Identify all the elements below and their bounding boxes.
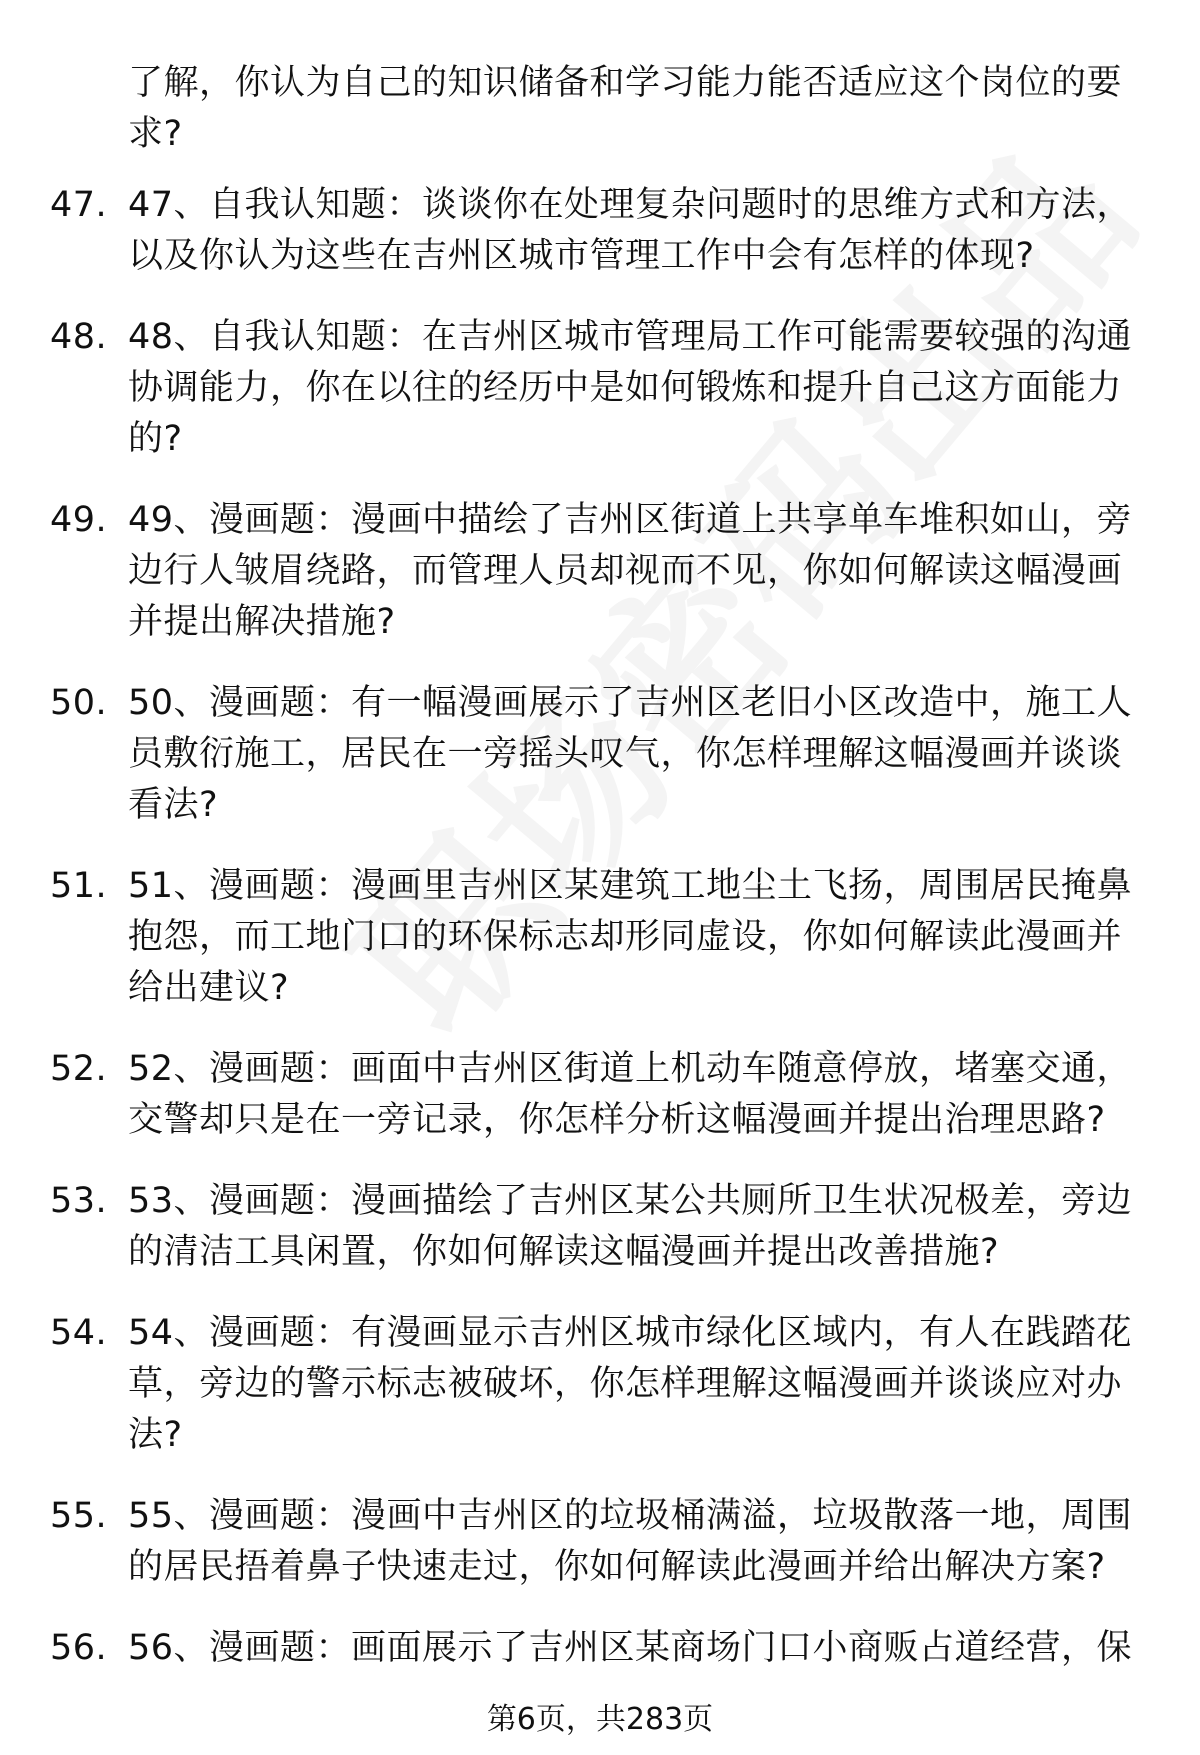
question-text: 49、漫画题：漫画中描绘了吉州区街道上共享单车堆积如山，旁边行人皱眉绕路，而管理人员却视而不见，你如何解读这幅漫画并提出解决措施? <box>128 500 1133 642</box>
question-item <box>0 312 1148 465</box>
question-item <box>0 861 1148 1014</box>
question-item <box>0 678 1148 831</box>
question-number: 55. <box>50 1496 108 1536</box>
question-item <box>0 1308 1148 1461</box>
question-number: 47. <box>50 185 108 225</box>
page-footer: 第6页，共283页 <box>486 1702 714 1737</box>
question-item <box>0 1044 1148 1146</box>
question-number: 53. <box>50 1181 108 1221</box>
question-number: 48. <box>50 317 108 357</box>
question-number: 54. <box>50 1313 108 1353</box>
question-text: 56、漫画题：画面展示了吉州区某商场门口小商贩占道经营，保 <box>128 1628 1133 1668</box>
question-list <box>0 180 1200 1704</box>
question-number: 52. <box>50 1049 108 1089</box>
question-item <box>0 1623 1148 1674</box>
question-text: 55、漫画题：漫画中吉州区的垃圾桶满溢，垃圾散落一地，周围的居民捂着鼻子快速走过，你如何解读此漫画并给出解决方案? <box>128 1496 1133 1587</box>
question-text: 53、漫画题：漫画描绘了吉州区某公共厕所卫生状况极差，旁边的清洁工具闲置，你如何解读这幅漫画并提出改善措施? <box>128 1181 1133 1272</box>
question-text: 52、漫画题：画面中吉州区街道上机动车随意停放，堵塞交通，交警却只是在一旁记录，你怎样分析这幅漫画并提出治理思路? <box>128 1049 1133 1140</box>
question-item <box>0 1491 1148 1593</box>
question-number: 50. <box>50 683 108 723</box>
question-item <box>0 1176 1148 1278</box>
question-number: 51. <box>50 866 108 906</box>
question-item <box>0 495 1148 648</box>
question-number: 49. <box>50 500 108 540</box>
question-text: 47、自我认知题：谈谈你在处理复杂问题时的思维方式和方法，以及你认为这些在吉州区城市管理工作中会有怎样的体现? <box>128 185 1133 276</box>
question-text: 48、自我认知题：在吉州区城市管理局工作可能需要较强的沟通协调能力，你在以往的经历中是如何锻炼和提升自己这方面能力的? <box>128 317 1133 459</box>
question-number: 56. <box>50 1628 108 1668</box>
question-text: 50、漫画题：有一幅漫画展示了吉州区老旧小区改造中，施工人员敷衍施工，居民在一旁摇头叹气，你怎样理解这幅漫画并谈谈看法? <box>128 683 1133 825</box>
continuation-text: 了解，你认为自己的知识储备和学习能力能否适应这个岗位的要求? <box>128 63 1123 154</box>
question-item <box>0 180 1148 282</box>
question-text: 54、漫画题：有漫画显示吉州区城市绿化区域内，有人在践踏花草，旁边的警示标志被破坏，你怎样理解这幅漫画并谈谈应对办法? <box>128 1313 1133 1455</box>
question-text: 51、漫画题：漫画里吉州区某建筑工地尘土飞扬，周围居民掩鼻抱怨，而工地门口的环保标志却形同虚设，你如何解读此漫画并给出建议? <box>128 866 1133 1008</box>
